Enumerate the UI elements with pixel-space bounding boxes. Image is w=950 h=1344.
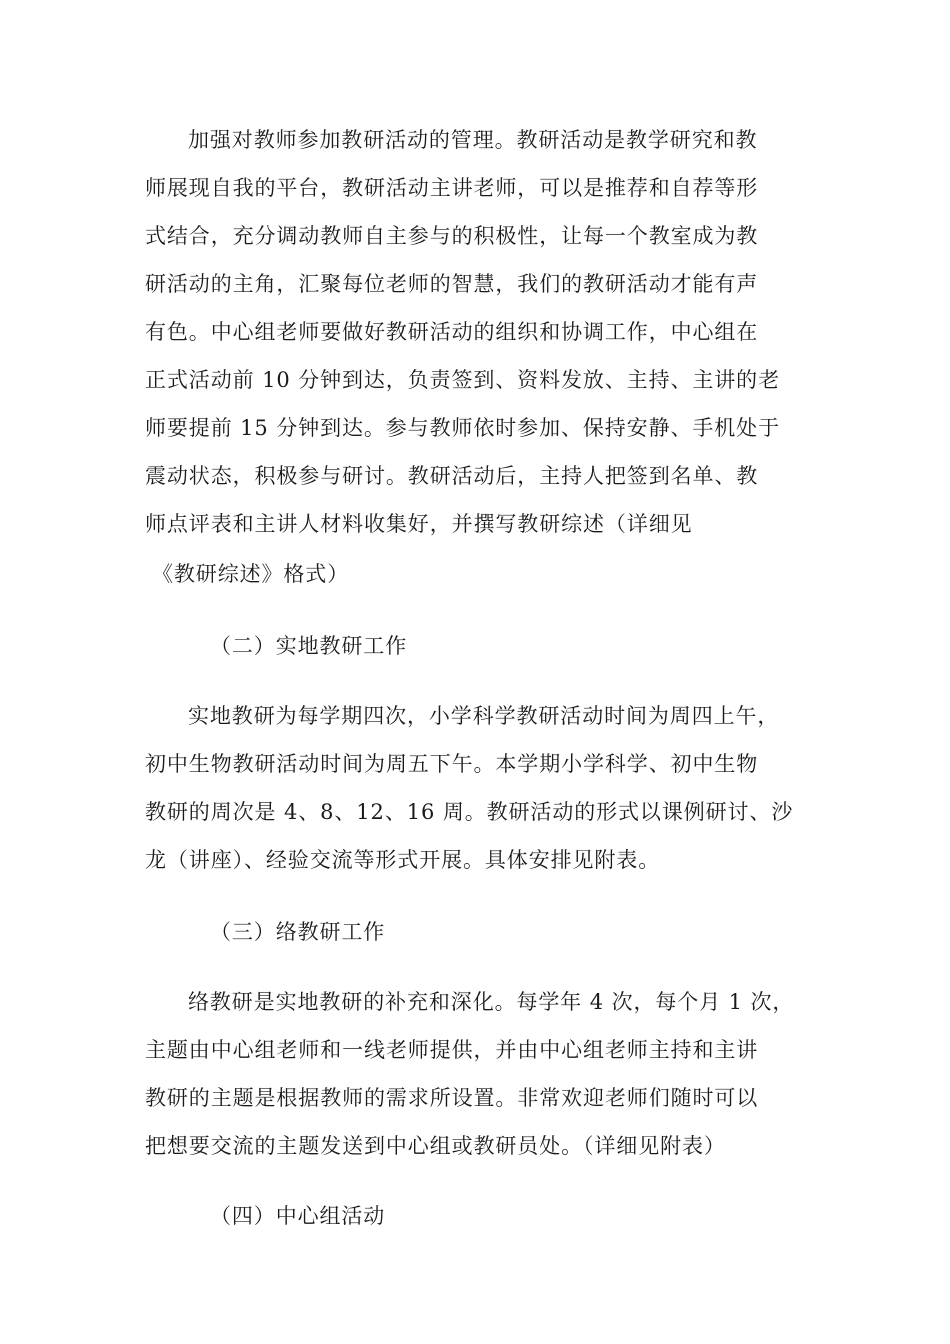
- paragraph-line: 《教研综述》格式）: [152, 562, 350, 586]
- paragraph-line: 有色。中心组老师要做好教研活动的组织和协调工作，中心组在: [145, 320, 759, 344]
- paragraph-line: 初中生物教研活动时间为周五下午。本学期小学科学、初中生物: [145, 752, 759, 776]
- paragraph-line: 加强对教师参加教研活动的管理。教研活动是教学研究和教: [188, 128, 758, 152]
- paragraph-line: 师展现自我的平台，教研活动主讲老师，可以是推荐和自荐等形: [145, 176, 759, 200]
- paragraph-line: 正式活动前 10 分钟到达，负责签到、资料发放、主持、主讲的老: [145, 368, 780, 392]
- paragraph-line: 络教研是实地教研的补充和深化。每学年 4 次，每个月 1 次，: [188, 990, 795, 1014]
- section-heading: （三）络教研工作: [210, 920, 386, 944]
- paragraph-line: 把想要交流的主题发送到中心组或教研员处。（详细见附表）: [145, 1134, 726, 1158]
- paragraph-line: 震动状态，积极参与研讨。教研活动后，主持人把签到名单、教: [145, 464, 759, 488]
- paragraph-line: 教研的主题是根据教师的需求所设置。非常欢迎老师们随时可以: [145, 1086, 759, 1110]
- paragraph-line: 实地教研为每学期四次，小学科学教研活动时间为周四上午，: [188, 704, 780, 728]
- paragraph-line: 师点评表和主讲人材料收集好，并撰写教研综述（详细见: [145, 512, 693, 536]
- paragraph-line: 主题由中心组老师和一线老师提供，并由中心组老师主持和主讲: [145, 1038, 759, 1062]
- section-heading: （四）中心组活动: [210, 1204, 386, 1228]
- paragraph-line: 研活动的主角，汇聚每位老师的智慧，我们的教研活动才能有声: [145, 272, 759, 296]
- paragraph-line: 式结合，充分调动教师自主参与的积极性，让每一个教室成为教: [145, 224, 759, 248]
- paragraph-line: 龙（讲座）、经验交流等形式开展。具体安排见附表。: [145, 848, 661, 872]
- paragraph-line: 师要提前 15 分钟到达。参与教师依时参加、保持安静、手机处于: [145, 416, 780, 440]
- paragraph-line: 教研的周次是 4、8、12、16 周。教研活动的形式以课例研讨、沙: [145, 800, 794, 824]
- section-heading: （二）实地教研工作: [210, 634, 408, 658]
